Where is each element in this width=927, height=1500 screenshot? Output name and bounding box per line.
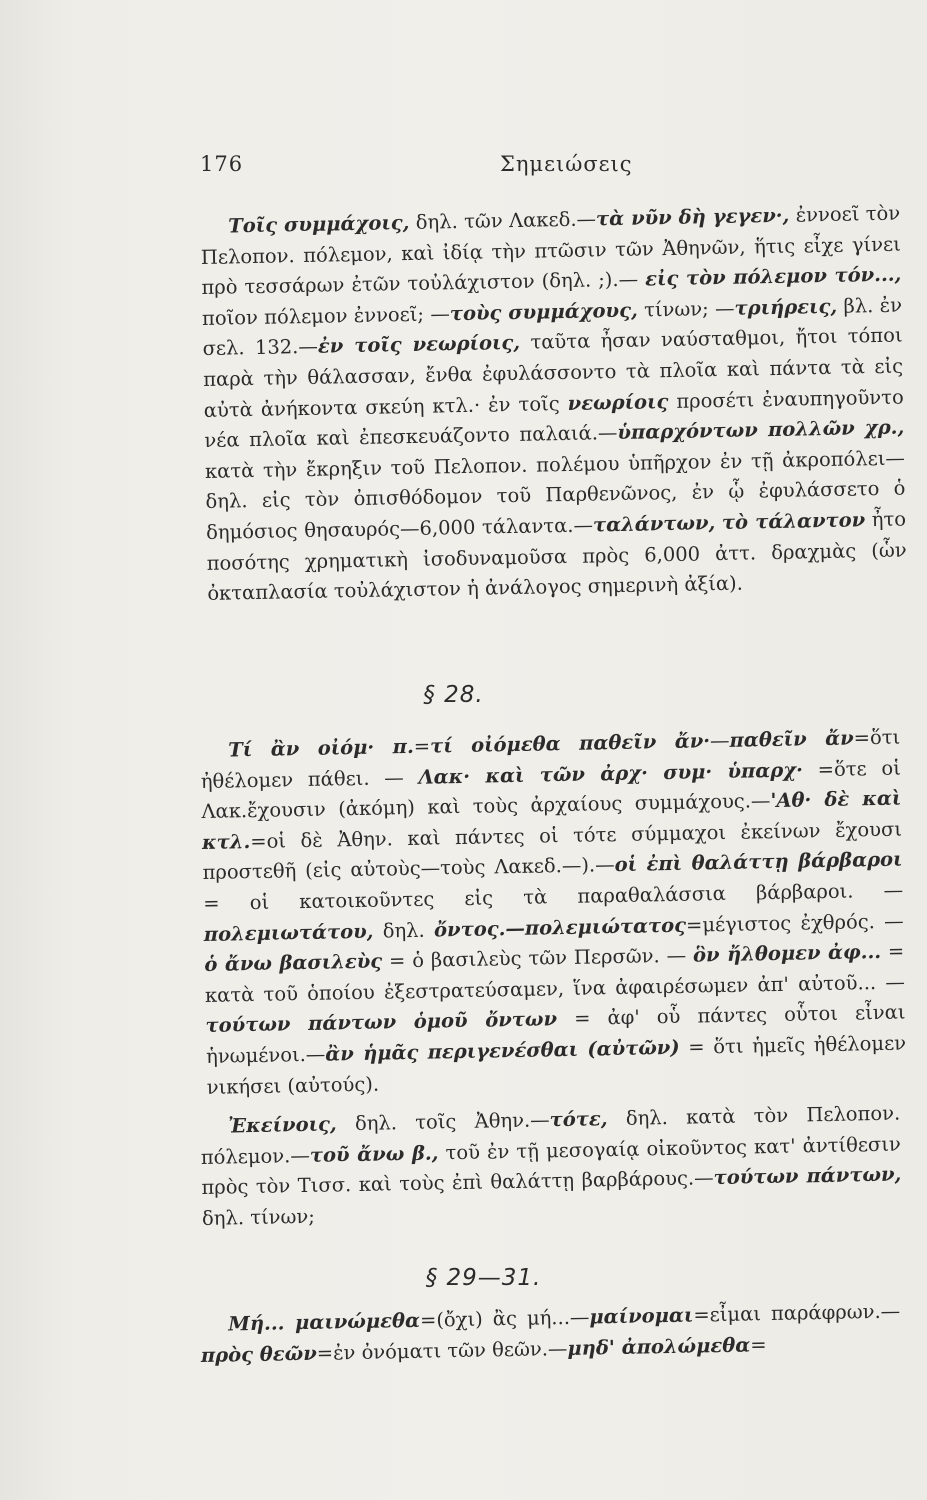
section-heading-29-31: § 29—31. <box>425 1265 542 1291</box>
lemma-term: ὃν ἤλθομεν ἀφ... <box>692 940 882 967</box>
lemma-term: ταλάντων, <box>592 511 716 537</box>
lemma-term: Τί ἂν οἰόμ· π. <box>228 734 414 762</box>
page-header <box>200 152 880 192</box>
lemma-term: πρὸς θεῶν <box>200 1341 317 1367</box>
note-text: = ὁ βασιλεὺς τῶν Περσῶν. — <box>381 943 694 973</box>
note-text: = ἀφ' οὗ πάντες οὗτοι εἶναι ἡνωμένοι.— <box>205 1000 906 1068</box>
notes-block-2 <box>200 723 907 1103</box>
note-text: κατὰ τὴν ἔκρηξιν τοῦ Πελοπον. πολέμου ὑπῆρχον ἐν τῇ ἀκροπόλει—δηλ. εἰς τὸν ὀπισθόδομον τοῦ Παρθενῶνος, ἐν ᾧ ἐφυλάσσετο ὁ δημόσιος θησαυρός—6,000 τάλαντα.— <box>204 446 906 544</box>
lemma-term: τούτων πάντων, <box>713 1162 902 1190</box>
lemma-term: Τοῖς συμμάχοις, <box>228 210 410 238</box>
note-text: =εἶμαι παράφρων.— <box>693 1299 901 1327</box>
note-paragraph <box>200 723 907 1103</box>
lemma-term: ὄντος.—πολεμιώτατος <box>433 913 687 942</box>
note-paragraph <box>200 1297 901 1372</box>
lemma-term: ἂν ἡμᾶς περιγενέσθαι (αὐτῶν) <box>325 1035 680 1066</box>
note-text: — <box>709 728 730 753</box>
note-text: δηλ. τοῖς Ἀθην.— <box>336 1108 550 1136</box>
note-text: =(ὄχι) ἂς μή...— <box>419 1305 590 1332</box>
note-text: βλ. ἐν σελ. 132.— <box>202 293 903 361</box>
lemma-term: ἐν τοῖς νεωρίοις, <box>317 331 521 359</box>
page-number: 176 <box>200 152 244 176</box>
lemma-term: τοὺς συμμάχους, <box>449 298 638 326</box>
lemma-term: ὑπαρχόντων πολλῶν χρ., <box>617 415 905 445</box>
note-text: =ὅτι ἠθέλομεν πάθει. — <box>200 725 901 793</box>
lemma-term: Μή... μαινώμεθα <box>228 1308 421 1336</box>
lemma-term: εἰς τὸν πόλεμον τόν..., <box>644 262 902 291</box>
note-text: τίνων; — <box>637 296 735 322</box>
lemma-term: παθεῖν ἄν <box>729 726 854 752</box>
section-heading-28: § 28. <box>423 682 484 708</box>
note-text: =οἱ δὲ Ἀθην. καὶ πάντες οἱ τότε σύμμαχοι ἐκείνων ἔχουσι προστεθῆ (εἰς αὐτοὺς—τοὺς Λακεδ.—).— <box>202 817 903 885</box>
note-text: = <box>750 1332 767 1357</box>
notes-block-1 <box>200 199 908 610</box>
note-text: = ὅτι ἡμεῖς ἠθέλομεν νικήσει (αὐτούς). <box>206 1031 907 1099</box>
note-text: δηλ. τίνων; <box>201 1204 316 1230</box>
note-text: =μέγιστος ἐχθρός. — <box>685 909 904 937</box>
note-text: = <box>413 734 431 758</box>
lemma-term: οἱ ἐπὶ θαλάττῃ βάρβαροι <box>614 847 903 877</box>
lemma-term: ὁ ἄνω βασιλεὺς <box>204 949 383 977</box>
lemma-term: νεωρίοις <box>567 389 669 415</box>
note-text: τοῦ ἐν τῇ μεσογαίᾳ οἰκοῦντος κατ' ἀντίθεσιν πρὸς τὸν Τισσ. καὶ τοὺς ἐπὶ θαλάττῃ βαρβάρους.— <box>201 1132 901 1200</box>
lemma-term: τότε, <box>549 1107 608 1132</box>
lemma-term: τί οἰόμεθα παθεῖν ἄν· <box>429 729 711 758</box>
lemma-term: Ἐκείνοις, <box>228 1112 337 1138</box>
lemma-term: τὸ τάλαντον <box>721 508 866 534</box>
lemma-term: τοῦ ἄνω β., <box>309 1141 439 1167</box>
note-text: =ἐν ὀνόματι τῶν θεῶν.— <box>316 1336 568 1365</box>
note-text: ταῦτα ἦσαν ναύσταθμοι, ἤτοι τόποι παρὰ τὴν θάλασσαν, ἔνθα ἐφυλάσσοντο τὰ πλοῖα καὶ πάντα τὰ εἰς αὐτὰ ἀνήκοντα σκεύη κτλ.· ἐν τοῖς <box>202 323 904 422</box>
lemma-term: τριήρεις, <box>734 294 838 320</box>
note-text: προσέτι ἐναυπηγοῦντο νέα πλοῖα καὶ ἐπεσκευάζοντο παλαιά.— <box>204 385 904 453</box>
notes-block-4 <box>200 1297 901 1372</box>
note-text: ποῖον πόλεμον ἐννοεῖ; — <box>201 302 451 330</box>
lemma-term: μαίνομαι <box>589 1303 694 1329</box>
lemma-term: πολεμιωτάτου, <box>203 919 374 946</box>
note-text: = κατὰ τοῦ ὁποίου ἐξεστρατεύσαμεν, ἵνα ἀφαιρέσωμεν ἀπ' αὐτοῦ... — <box>204 939 906 1007</box>
note-text: δηλ. κατὰ τὸν Πελοπον. πόλεμον.— <box>200 1101 901 1169</box>
note-text: δηλ. τῶν Λακεδ.— <box>409 207 597 234</box>
note-paragraph <box>200 199 908 610</box>
running-title: Σημειώσεις <box>500 152 633 176</box>
note-paragraph <box>200 1099 902 1235</box>
lemma-term: τούτων πάντων ὁμοῦ ὄντων <box>205 1007 558 1038</box>
lemma-term: τὰ νῦν δὴ γεγεν·, <box>595 203 790 231</box>
note-text: δηλ. <box>373 918 435 943</box>
lemma-term: 'Αθ· δὲ καὶ κτλ. <box>201 786 902 854</box>
lemma-term: μηδ' ἀπολώμεθα <box>567 1333 751 1360</box>
note-text: ἐννοεῖ τὸν Πελοπον. πόλεμον, καὶ ἰδίᾳ τὴν πτῶσιν τῶν Ἀθηνῶν, ἥτις εἶχε γίνει πρὸ τεσσάρων ἐτῶν τοὐλάχιστον (δηλ. ;).— <box>200 201 901 300</box>
lemma-term: Λακ· καὶ τῶν ἀρχ· συμ· ὑπαρχ· <box>418 758 804 789</box>
note-text: = οἱ κατοικοῦντες εἰς τὰ παραθαλάσσια βάρβαροι. — <box>202 878 904 915</box>
notes-block-3 <box>200 1099 902 1235</box>
note-text: =ὅτε οἱ Λακ.ἔχουσιν (ἀκόμη) καὶ τοὺς ἀρχαίους συμμάχους.— <box>201 756 901 824</box>
note-text: ἦτο ποσότης χρηματικὴ ἰσοδυναμοῦσα πρὸς 6,000 ἀττ. δραχμὰς (ὧν ὀκταπλασία τοὐλάχιστον ἡ ἀνάλογος σημερινὴ ἀξία). <box>206 507 907 606</box>
